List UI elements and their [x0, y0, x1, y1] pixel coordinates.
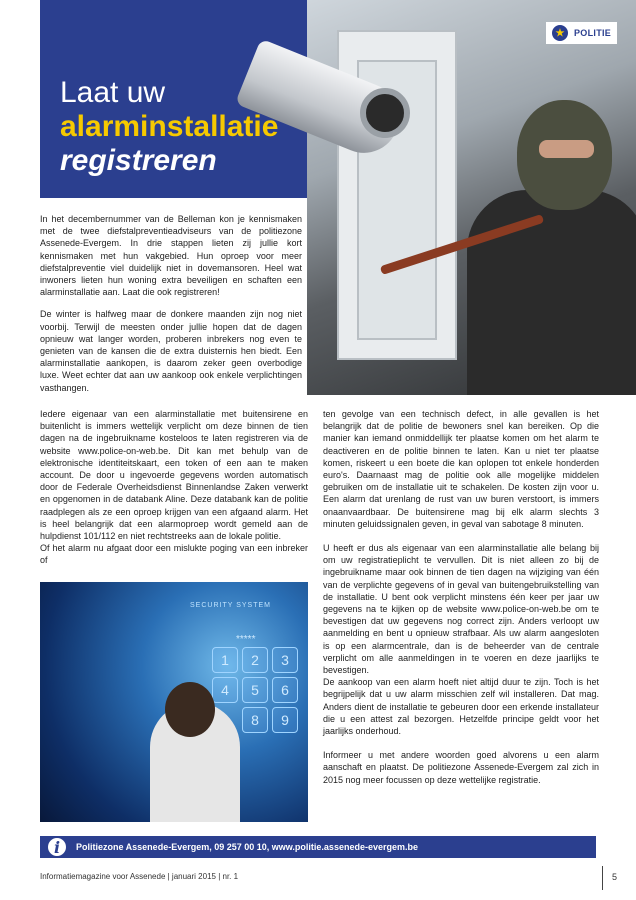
contact-text: Politiezone Assenede-Evergem, 09 257 00 10, www.politie.assenede-evergem.be	[76, 842, 418, 852]
keypad-key: 9	[272, 707, 298, 733]
title-line-1: Laat uw	[60, 76, 166, 109]
keypad-key: 2	[242, 647, 268, 673]
keypad-key: 8	[242, 707, 268, 733]
intro-paragraph: De winter is halfweg maar de donkere maanden zijn nog niet voorbij. Terwijl de meesten onder jullie hopen dat de dagen opnieuw wat langer worden, proberen inbrekers nog even te genieten van de kansen die de extra duisternis hen biedt. Een alarminstallatie aankopen, is daarom zeker geen overbodige luxe. Weet echter dat aan uw aankoop ook enkele verplichtingen vasthangen.	[40, 309, 302, 393]
contact-bar	[40, 836, 596, 858]
column-1	[40, 408, 308, 567]
keypad-key: 1	[212, 647, 238, 673]
title-line-3: registreren	[60, 144, 217, 177]
burglar-body	[467, 190, 636, 395]
keypad-key: 3	[272, 647, 298, 673]
body-paragraph: U heeft er dus als eigenaar van een alarminstallatie alle belang bij om uw registratieplicht te vervullen. Dit is niet alleen zo bij de ingebruikname maar ook binnen de tien dagen na wijziging van één van de verplichte gegevens of in geval van buitengebruikstelling van de installatie. U bent ook verplicht minstens één keer per jaar uw gegevens na te kijken op de website www.police-on-web.be om te bevestigen dat uw gegevens nog correct zijn. Anders verloopt uw aanmelding en bent u opnieuw strafbaar. Als uw alarm aangesloten is op een alarmcentrale, dan is de beheerder van de centrale verplicht om alle aanmeldingen in te voeren en deze jaarlijks te bevestigen.	[323, 543, 599, 676]
info-icon: i	[46, 836, 68, 858]
body-paragraph: Of het alarm nu afgaat door een mislukte poging van een inbreker of	[40, 543, 308, 566]
brand-label: POLITIE	[574, 28, 612, 38]
page-number: 5	[612, 872, 618, 882]
balaclava-eye-slit	[539, 140, 594, 158]
intro-text	[40, 213, 302, 404]
body-paragraph: Iedere eigenaar van een alarminstallatie met buitensirene en buitenlicht is immers wettelijk verplicht om deze binnen de tien dagen na de ingebruikname kosteloos te laten registreren via de website www.police-on-web.be. Dit kan met behulp van de elektronische identiteitskaart, een token of een aan te maken account. De door u ingevoerde gegevens worden automatisch door de Federale Overheidsdienst Binnenlandse Zaken verwerkt en opgenomen in de databank Aline. Deze databank kan de politie raadplegen als ze een oproep krijgen van een afgaand alarm. Het is heel belangrijk dat een alarmoproep wordt gemeld aan de hulpdienst 101/112 en niet rechtstreeks aan de lokale politie.	[40, 409, 308, 542]
keypad-key: 5	[242, 677, 268, 703]
burglar-photo	[307, 0, 636, 395]
politie-logo-icon: ★	[552, 25, 568, 41]
title-line-2: alarminstallatie	[60, 110, 279, 143]
code-display: *****	[236, 634, 256, 645]
intro-paragraph: In het decembernummer van de Belleman kon je kennismaken met de twee diefstalpreventieadviseurs van de politiezone Assenede-Evergem. In drie stappen lieten zij jullie kort kennismaken met hun vakgebied. Hun oproep voor meer diefstalpreventie viel duidelijk niet in dovemansoren. Heel wat inwoners lieten hun woning extra beveiligen en schaften een alarminstallatie aan. Laat die ook registreren!	[40, 214, 302, 298]
politie-brand	[546, 22, 617, 44]
keypad-key: 4	[212, 677, 238, 703]
body-paragraph: ten gevolge van een technisch defect, in alle gevallen is het belangrijk dat de politie de bewoners snel kan bereiken. Op die manier kan iemand onmiddellijk ter plaatse komen om het alarm te deactiveren en de politie binnen te laten. Kan u niet ter plaatse komen, riskeert u een boete die kan oplopen tot enkele honderden euro's. Daarnaast mag de politie ook alle mogelijke middelen gebruiken om de installatie uit te schakelen. De kosten zijn voor u. Een alarm dat urenlang de rust van uw buren verstoort, is immers onaanvaardbaar. De buitensirene mag bij elk alarm slechts 3 minuten geluidssignalen geven, in geval van sabotage 8 minuten.	[323, 409, 599, 529]
body-paragraph: Informeer u met andere woorden goed alvorens u een alarm aanschaft en plaatst. De politiezone Assenede-Evergem zal zich in 2015 nog meer focussen op deze wettelijke registratie.	[323, 750, 599, 785]
page-divider	[602, 866, 603, 890]
column-2	[323, 408, 599, 798]
body-paragraph: De aankoop van een alarm hoeft niet altijd duur te zijn. Toch is het begrijpelijk dat u uw alarm misschien zelf wil installeren. Dat mag. Anders dient de installatie te gebeuren door een erkende installateur die u een attest zal bezorgen. Hetzelfde principe geldt voor het jaarlijks onderhoud.	[323, 677, 599, 737]
magazine-footer: Informatiemagazine voor Assenede | januari 2015 | nr. 1	[40, 872, 239, 881]
security-system-photo	[40, 582, 308, 822]
page-title	[60, 76, 278, 178]
woman-head	[165, 682, 215, 737]
camera-lens	[360, 88, 410, 138]
keypad-key: 6	[272, 677, 298, 703]
security-system-label: SECURITY SYSTEM	[190, 602, 271, 609]
